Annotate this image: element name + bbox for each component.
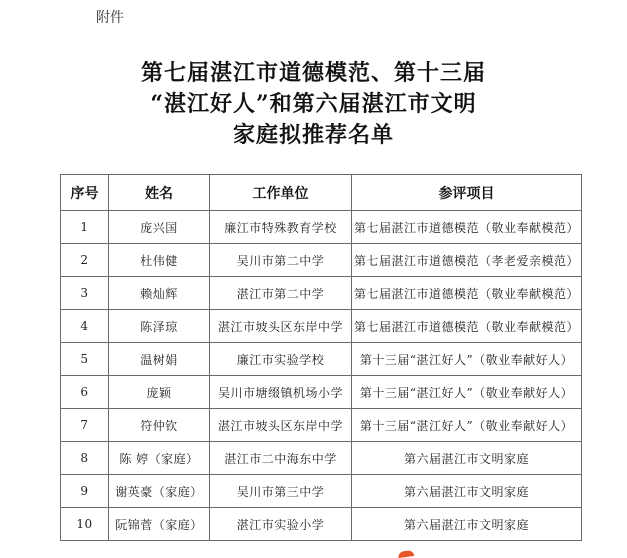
nominee-table [60,174,582,541]
table-row [61,508,582,541]
cell-name: 谢英豪（家庭） [109,475,210,508]
cell-work-unit: 吴川市第三中学 [210,475,352,508]
cell-category: 第六届湛江市文明家庭 [352,475,582,508]
table-row [61,343,582,376]
table-row [61,310,582,343]
cell-number: 6 [61,376,109,409]
cell-number: 9 [61,475,109,508]
cell-number: 4 [61,310,109,343]
cell-number: 5 [61,343,109,376]
cell-name: 庞兴国 [109,211,210,244]
page-title [0,58,627,151]
cell-name: 陈 婷（家庭） [109,442,210,475]
cell-work-unit: 廉江市实验学校 [210,343,352,376]
header-work-unit: 工作单位 [210,175,352,211]
cell-work-unit: 湛江市坡头区东岸中学 [210,409,352,442]
header-name: 姓名 [109,175,210,211]
header-number: 序号 [61,175,109,211]
table-row [61,475,582,508]
cell-category: 第六届湛江市文明家庭 [352,508,582,541]
header-category: 参评项目 [352,175,582,211]
table-row [61,409,582,442]
cell-number: 3 [61,277,109,310]
cell-work-unit: 湛江市坡头区东岸中学 [210,310,352,343]
cell-category: 第十三届“湛江好人”（敬业奉献好人） [352,409,582,442]
cell-name: 陈泽琼 [109,310,210,343]
cell-work-unit: 湛江市实验小学 [210,508,352,541]
cell-name: 符仲钦 [109,409,210,442]
table-row [61,376,582,409]
cell-category: 第七届湛江市道德模范（敬业奉献模范） [352,211,582,244]
cell-category: 第七届湛江市道德模范（孝老爱亲模范） [352,244,582,277]
cell-category: 第七届湛江市道德模范（敬业奉献模范） [352,277,582,310]
cell-name: 杜伟健 [109,244,210,277]
title-line-3: 家庭拟推荐名单 [232,122,394,148]
cell-category: 第七届湛江市道德模范（敬业奉献模范） [352,310,582,343]
attachment-label: 附件 [96,10,124,26]
table-row [61,442,582,475]
cell-number: 1 [61,211,109,244]
cell-category: 第六届湛江市文明家庭 [352,442,582,475]
table-header-row [61,175,582,211]
cell-number: 10 [61,508,109,541]
cell-name: 阮锦菅（家庭） [109,508,210,541]
title-line-1: 第七届湛江市道德模范、第十三届 [140,60,486,86]
cell-work-unit: 湛江市二中海东中学 [210,442,352,475]
table-row [61,244,582,277]
cell-work-unit: 廉江市特殊教育学校 [210,211,352,244]
cell-name: 温树娟 [109,343,210,376]
table-row [61,211,582,244]
cell-number: 8 [61,442,109,475]
title-line-2: “湛江好人”和第六届湛江市文明 [150,91,477,117]
cell-name: 赖灿辉 [109,277,210,310]
cell-category: 第十三届“湛江好人”（敬业奉献好人） [352,376,582,409]
cell-work-unit: 湛江市第二中学 [210,277,352,310]
cell-number: 7 [61,409,109,442]
table-row [61,277,582,310]
cell-work-unit: 吴川市塘缀镇机场小学 [210,376,352,409]
cell-work-unit: 吴川市第二中学 [210,244,352,277]
cell-name: 庞颖 [109,376,210,409]
cell-category: 第十三届“湛江好人”（敬业奉献好人） [352,343,582,376]
cell-number: 2 [61,244,109,277]
